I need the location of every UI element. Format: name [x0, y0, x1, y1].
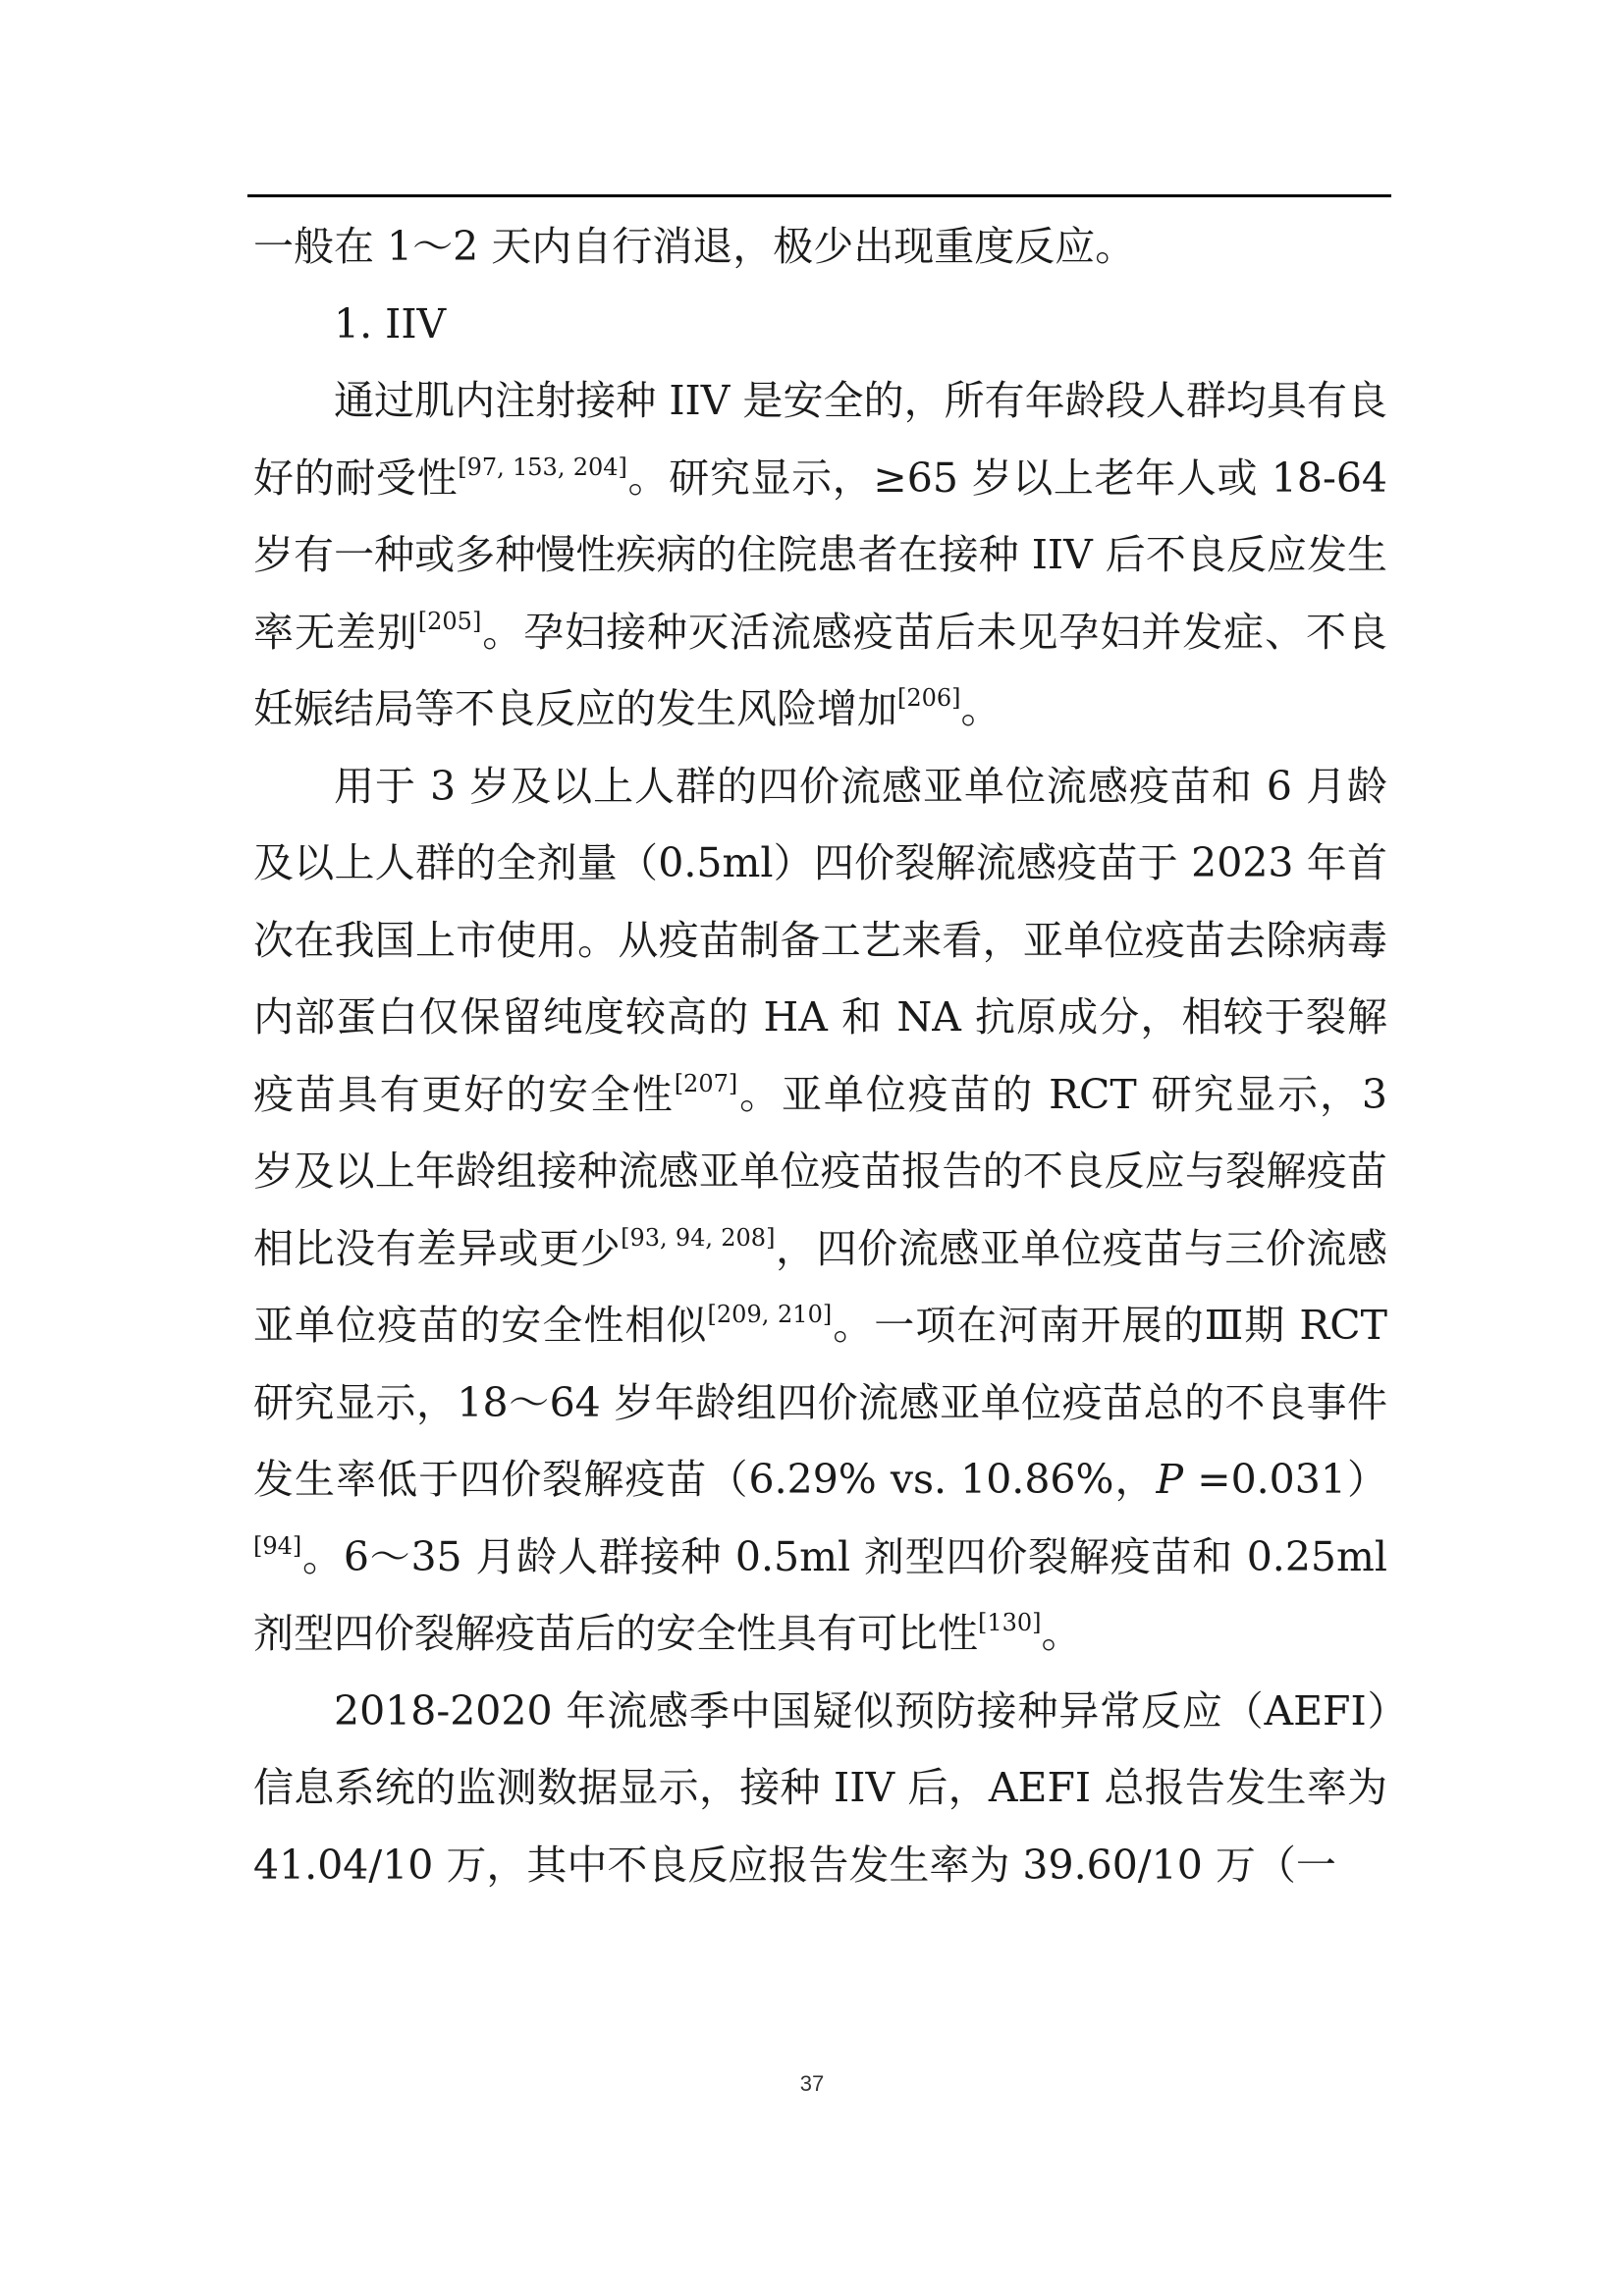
continued-paragraph: 一般在 1～2 天内自行消退，极少出现重度反应。	[253, 223, 1136, 270]
paragraph-aefi-surveillance: 2018-2020 年流感季中国疑似预防接种异常反应（AEFI）信息系统的监测数据显示，接种 IIV 后，AEFI 总报告发生率为 41.04/10 万，其中不良反应报告发生率为 39.60/10 万（一	[253, 1686, 1387, 1889]
citation: [209, 210]	[707, 1301, 833, 1329]
p-value-label: P	[1156, 1456, 1184, 1503]
section-heading: 1. IIV	[334, 299, 447, 347]
page-number: 37	[799, 2071, 825, 2096]
citation: [130]	[978, 1609, 1042, 1637]
citation: [206]	[897, 684, 961, 713]
citation: [207]	[674, 1069, 738, 1097]
paragraph-subunit-vaccine: 用于 3 岁及以上人群的四价流感亚单位流感疫苗和 6 月龄及以上人群的全剂量（0.5ml）四价裂解流感疫苗于 2023 年首次在我国上市使用。从疫苗制备工艺来看，亚单位疫苗去除病毒内部蛋白仅保留纯度较高的 HA 和 NA 抗原成分，相较于裂解疫苗具有更好的安全性[207]。亚单位疫苗的 RCT 研究显示，3 岁及以上年龄组接种流感亚单位疫苗报告的不良反应与裂解疫苗相比没有差异或更少[93, 94, 208]，四价流感亚单位疫苗与三价流感亚单位疫苗的安全性相似[209, 210]。一项在河南开展的Ⅲ期 RCT 研究显示，18～64 岁年龄组四价流感亚单位疫苗总的不良事件发生率低于四价裂解疫苗（6.29% vs. 10.86%，P =0.031）[94]。6～35 月龄人群接种 0.5ml 剂型四价裂解疫苗和 0.25ml 剂型四价裂解疫苗后的安全性具有可比性[130]。	[253, 762, 1388, 1657]
paragraph-iiv-safety: 通过肌内注射接种 IIV 是安全的，所有年龄段人群均具有良好的耐受性[97, 153, 204]。研究显示，≥65 岁以上老年人或 18-64 岁有一种或多种慢性疾病的住院患者在接种 IIV 后不良反应发生率无差别[205]。孕妇接种灭活流感疫苗后未见孕妇并发症、不良妊娠结局等不良反应的发生风险增加[206]。	[253, 377, 1388, 732]
header-rule	[247, 194, 1391, 197]
citation: [93, 94, 208]	[621, 1223, 776, 1252]
citation: [205]	[417, 607, 482, 635]
citation: [94]	[253, 1531, 302, 1560]
citation: [97, 153, 204]	[458, 453, 627, 481]
document-body	[253, 208, 1387, 1903]
